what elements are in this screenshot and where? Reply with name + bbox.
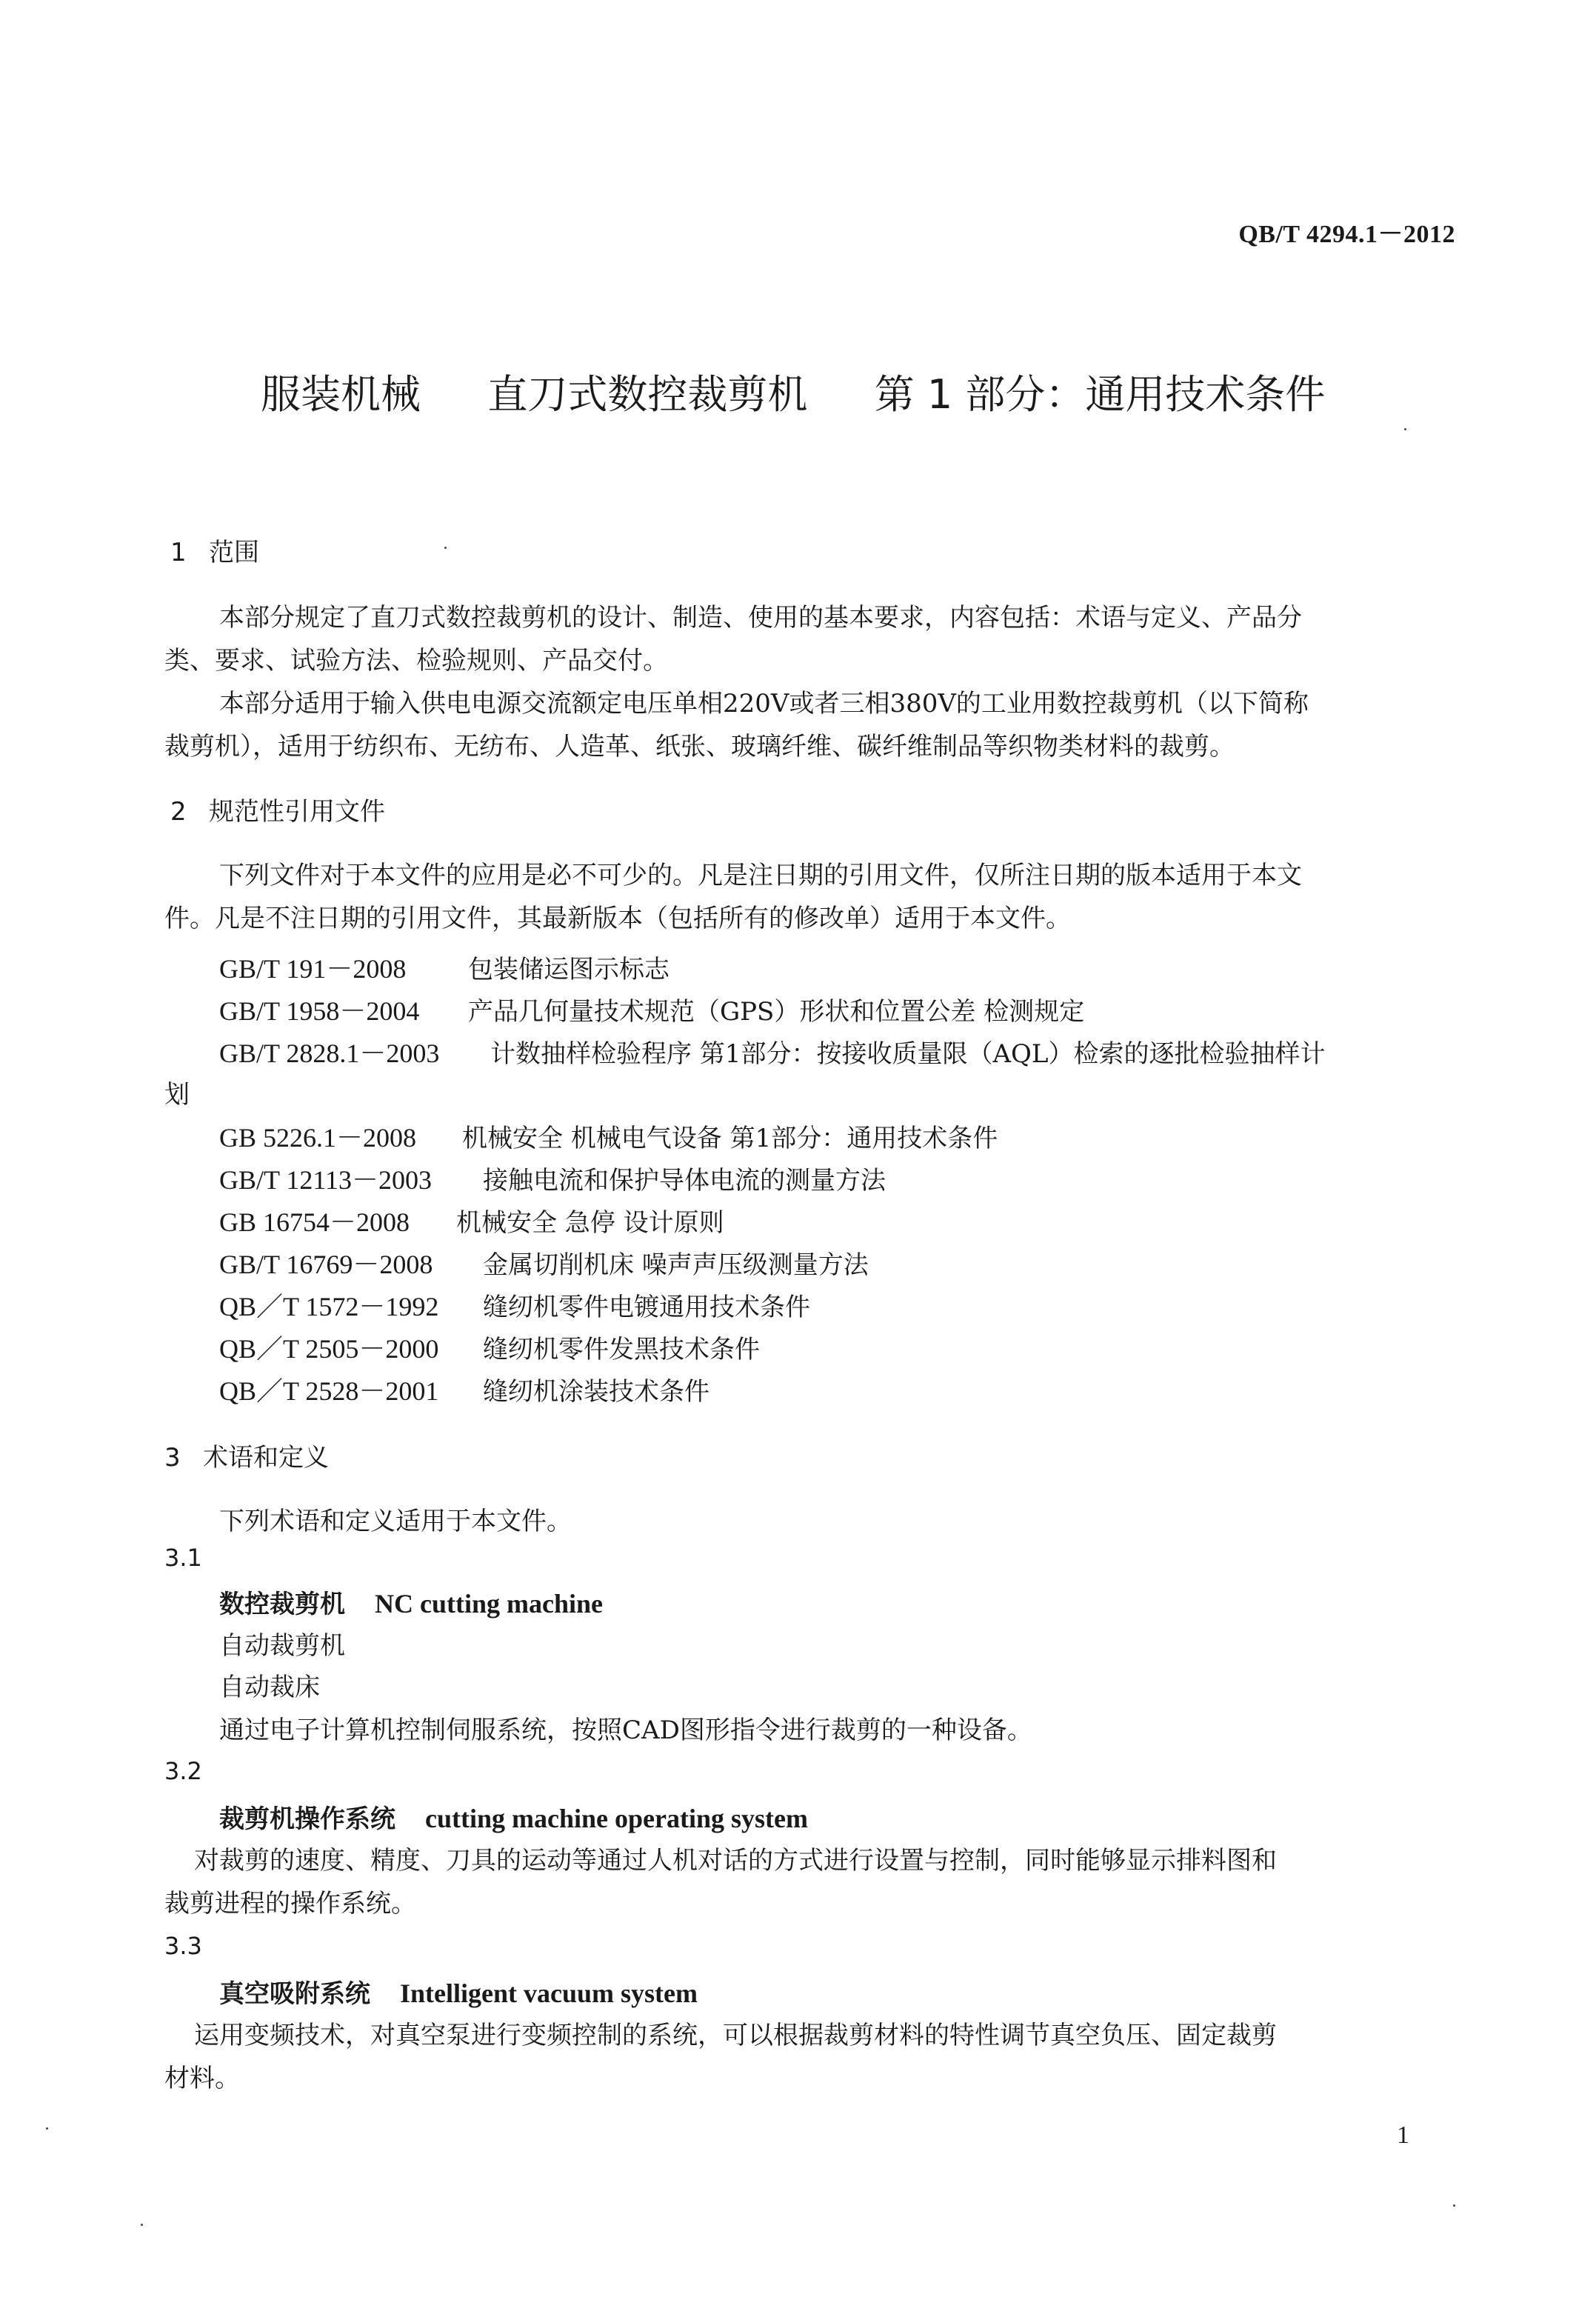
section-3-heading <box>164 1437 329 1473</box>
reference-item <box>219 1244 869 1281</box>
paragraph-line: 类、要求、试验方法、检验规则、产品交付。 <box>164 646 668 676</box>
reference-title: 机械安全 急停 设计原则 <box>456 1208 724 1238</box>
section-2-heading <box>170 791 385 827</box>
term-definition: 通过电子计算机控制伺服系统，按照CAD图形指令进行裁剪的一种设备。 <box>219 1716 1032 1745</box>
section-title: 术语和定义 <box>203 1443 329 1473</box>
reference-title: 金属切削机床 噪声声压级测量方法 <box>483 1250 869 1280</box>
title-part-1: 服装机械 <box>261 371 421 418</box>
reference-title: 机械安全 机械电气设备 第1部分：通用技术条件 <box>462 1124 998 1153</box>
reference-wrap: 划 <box>164 1080 190 1110</box>
scan-speck <box>1404 428 1406 430</box>
term-heading <box>219 1798 808 1835</box>
reference-item <box>219 1201 724 1239</box>
reference-code: GB 16754－2008 <box>219 1207 410 1237</box>
section-title: 范围 <box>209 538 259 567</box>
term-chinese: 真空吸附系统 <box>219 1979 370 2009</box>
paragraph-line: 下列文件对于本文件的应用是必不可少的。凡是注日期的引用文件，仅所注日期的版本适用于本文 <box>219 861 1302 890</box>
reference-code: QB／T 1572－1992 <box>219 1292 439 1321</box>
reference-item <box>219 1117 998 1155</box>
standard-code: QB/T 4294.1－2012 <box>1238 221 1455 248</box>
reference-code: GB/T 2828.1－2003 <box>219 1039 440 1068</box>
reference-code: GB/T 191－2008 <box>219 954 407 984</box>
reference-item <box>219 948 670 986</box>
reference-code: GB 5226.1－2008 <box>219 1123 417 1153</box>
section-1-heading <box>170 532 259 568</box>
scan-speck <box>1453 2204 1455 2207</box>
reference-item <box>219 1159 886 1197</box>
term-number: 3.3 <box>164 1932 202 1960</box>
reference-item <box>219 1286 810 1324</box>
term-number: 3.1 <box>164 1544 202 1572</box>
term-definition: 裁剪进程的操作系统。 <box>164 1889 416 1918</box>
title-part-2: 直刀式数控裁剪机 <box>487 371 808 418</box>
section-title: 规范性引用文件 <box>209 797 385 827</box>
reference-item <box>219 1033 1325 1070</box>
term-english: Intelligent vacuum system <box>400 1978 698 2008</box>
section-number: 3 <box>164 1443 181 1473</box>
scan-speck <box>444 547 447 549</box>
reference-title: 产品几何量技术规范（GPS）形状和位置公差 检测规定 <box>468 997 1085 1027</box>
term-english: cutting machine operating system <box>425 1804 808 1833</box>
reference-title: 缝纫机零件电镀通用技术条件 <box>483 1293 810 1322</box>
term-heading <box>219 1584 603 1620</box>
reference-item <box>219 990 1084 1028</box>
reference-code: QB／T 2528－2001 <box>219 1376 439 1406</box>
reference-title: 缝纫机涂装技术条件 <box>483 1377 709 1407</box>
reference-code: GB/T 16769－2008 <box>219 1250 433 1279</box>
term-number: 3.2 <box>164 1757 202 1785</box>
reference-code: QB／T 2505－2000 <box>219 1334 439 1364</box>
page-number: 1 <box>1397 2121 1409 2149</box>
term-definition: 运用变频技术，对真空泵进行变频控制的系统，可以根据裁剪材料的特性调节真空负压、固定裁剪 <box>194 2021 1277 2050</box>
paragraph-line: 本部分规定了直刀式数控裁剪机的设计、制造、使用的基本要求，内容包括：术语与定义、产品分 <box>219 603 1302 633</box>
reference-code: GB/T 12113－2003 <box>219 1165 433 1195</box>
reference-title: 计数抽样检验程序 第1部分：按接收质量限（AQL）检索的逐批检验抽样计 <box>490 1039 1326 1069</box>
term-chinese: 裁剪机操作系统 <box>219 1804 395 1834</box>
paragraph-line: 下列术语和定义适用于本文件。 <box>219 1507 572 1536</box>
term-english: NC cutting machine <box>375 1589 603 1618</box>
term-chinese: 数控裁剪机 <box>219 1590 345 1619</box>
term-definition: 对裁剪的速度、精度、刀具的运动等通过人机对话的方式进行设置与控制，同时能够显示排料图和 <box>194 1846 1277 1876</box>
scan-speck <box>46 2127 48 2130</box>
document-title <box>261 363 1325 420</box>
paragraph-line: 本部分适用于输入供电电源交流额定电压单相220V或者三相380V的工业用数控裁剪机（以下简称 <box>219 689 1309 719</box>
section-number: 2 <box>170 797 187 827</box>
paragraph-line: 件。凡是不注日期的引用文件，其最新版本（包括所有的修改单）适用于本文件。 <box>164 904 1071 933</box>
reference-title: 接触电流和保护导体电流的测量方法 <box>483 1166 886 1196</box>
reference-title: 包装储运图示标志 <box>468 955 670 984</box>
term-synonym: 自动裁床 <box>219 1673 320 1702</box>
section-number: 1 <box>170 538 187 567</box>
term-definition: 材料。 <box>164 2064 240 2093</box>
term-heading <box>219 1973 698 2010</box>
paragraph-line: 裁剪机），适用于纺织布、无纺布、人造革、纸张、玻璃纤维、碳纤维制品等织物类材料的裁剪。 <box>164 732 1235 761</box>
reference-item <box>219 1328 760 1366</box>
title-part-3: 第 1 部分：通用技术条件 <box>874 371 1326 418</box>
reference-item <box>219 1370 709 1408</box>
reference-title: 缝纫机零件发黑技术条件 <box>483 1335 760 1364</box>
reference-code: GB/T 1958－2004 <box>219 996 420 1026</box>
term-synonym: 自动裁剪机 <box>219 1631 345 1661</box>
scan-speck <box>141 2224 143 2226</box>
